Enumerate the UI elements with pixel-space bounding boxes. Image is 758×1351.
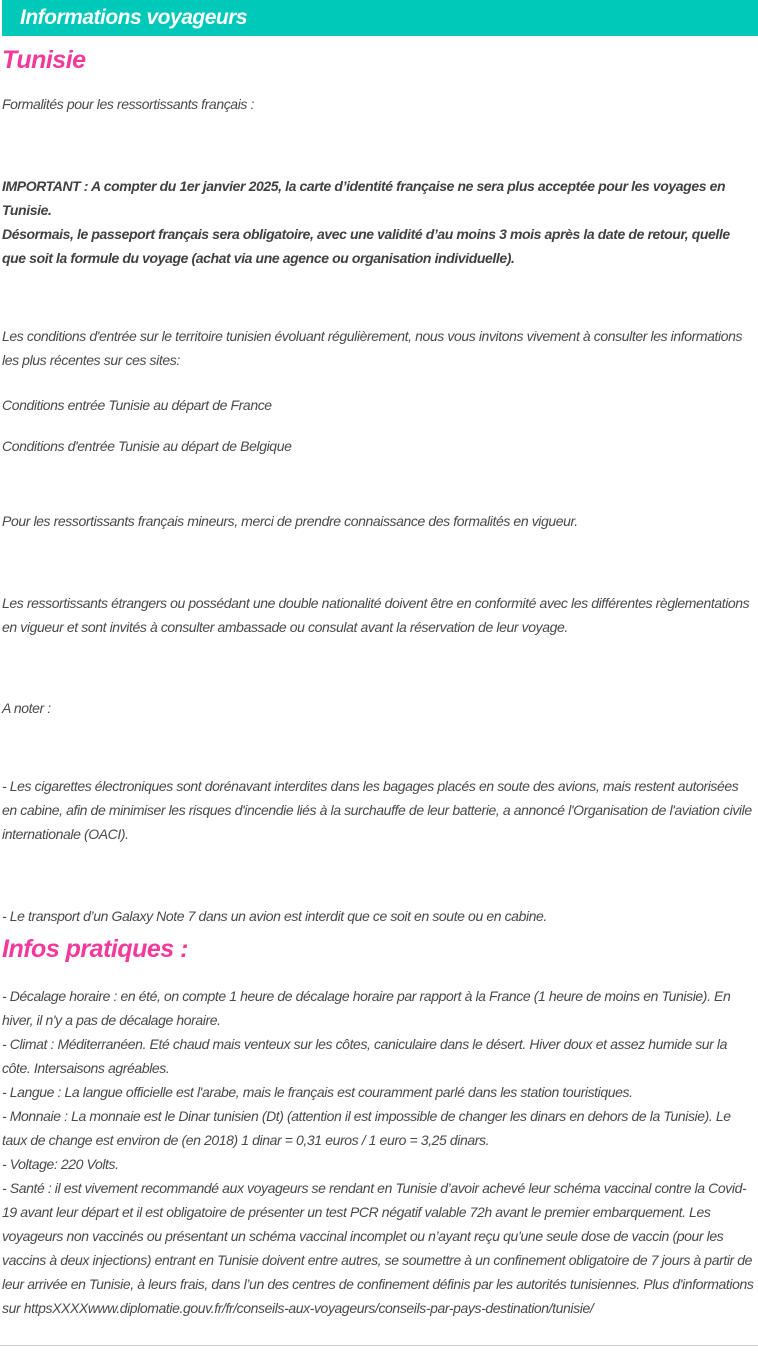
infos-pratiques-heading: Infos pratiques :	[2, 935, 188, 963]
info-item-monnaie: - Monnaie : La monnaie est le Dinar tunisien (Dt) (attention il est impossible de changer les dinars en dehors de la Tunisie). Le taux de change est environ de (en 2018) 1 dinar = 0,31 euros / 1 euro = 3,25 dinars.	[2, 1108, 731, 1148]
link-conditions-france[interactable]: Conditions entrée Tunisie au départ de France	[2, 397, 272, 413]
page-title: Informations voyageurs	[20, 6, 248, 29]
paragraph-link-france	[2, 393, 755, 417]
header-bar	[2, 0, 758, 36]
important-sentence-2: Désormais, le passeport français sera obligatoire, avec une validité d’au moins 3 mois après la date de retour, quelle que soit la formule du voyage (achat via une agence ou organisation individuelle).	[2, 226, 730, 266]
paragraph-galaxy-note7: - Le transport d’un Galaxy Note 7 dans un avion est interdit que ce soit en soute ou en cabine.	[2, 908, 547, 924]
paragraph-infos-pratiques	[2, 984, 755, 1320]
content-body	[2, 92, 755, 1320]
important-sentence-1: IMPORTANT : A compter du 1er janvier 2025, la carte d’identité française ne sera plus acceptée pour les voyages en Tunisie.	[2, 178, 726, 218]
paragraph-a-noter: A noter :	[2, 700, 51, 716]
paragraph-etrangers: Les ressortissants étrangers ou possédant une double nationalité doivent être en conformité avec les différentes règlementations en vigueur et sont invités à consulter ambassade ou consulat avant la réservation de leur voyage.	[2, 595, 750, 635]
paragraph-conditions-intro: Les conditions d'entrée sur le territoire tunisien évoluant régulièrement, nous vous invitons vivement à consulter les informations les plus récentes sur ces sites:	[2, 328, 743, 368]
paragraph-formalites: Formalités pour les ressortissants français :	[2, 96, 254, 112]
paragraph-cigarettes: - Les cigarettes électroniques sont dorénavant interdites dans les bagages placés en soute des avions, mais restent autorisées en cabine, afin de minimiser les risques d'incendie liés à la surchauffe de leur batterie, a annoncé l'Organisation de l'aviation civile internationale (OACI).	[2, 778, 752, 842]
link-conditions-belgique[interactable]: Conditions d'entrée Tunisie au départ de Belgique	[2, 438, 292, 454]
paragraph-link-belgique	[2, 434, 755, 458]
info-item-sante: - Santé : il est vivement recommandé aux voyageurs se rendant en Tunisie d’avoir achevé leur schéma vaccinal contre la Covid-19 avant leur départ et il est obligatoire de présenter un test PCR négatif valable 72h avant le premier embarquement. Les voyageurs non vaccinés ou présentant un schéma vaccinal incomplet ou n’ayant reçu qu’une seule dose de vaccin (pour les vaccins à deux injections) entrant en Tunisie doivent entre autres, se soumettre à un confinement obligatoire de 7 jours à partir de leur arrivée en Tunisie, à leurs frais, dans l’un des centres de confinement définis par les autorités tunisiennes. Plus d'informations sur httpsXXXXwww.diplomatie.gouv.fr/fr/conseils-aux-voyageurs/conseils-par-pays-destination/tunisie/	[2, 1180, 754, 1316]
paragraph-important	[2, 174, 755, 270]
info-item-climat: - Climat : Méditerranéen. Eté chaud mais venteux sur les côtes, caniculaire dans le désert. Hiver doux et assez humide sur la côte. Intersaisons agréables.	[2, 1036, 728, 1076]
country-heading: Tunisie	[2, 46, 86, 74]
info-item-langue: - Langue : La langue officielle est l'arabe, mais le français est couramment parlé dans les station touristiques.	[2, 1084, 633, 1100]
info-item-decalage: - Décalage horaire : en été, on compte 1 heure de décalage horaire par rapport à la France (1 heure de moins en Tunisie). En hiver, il n'y a pas de décalage horaire.	[2, 988, 731, 1028]
info-item-voltage: - Voltage: 220 Volts.	[2, 1156, 119, 1172]
paragraph-mineurs: Pour les ressortissants français mineurs, merci de prendre connaissance des formalités en vigueur.	[2, 513, 578, 529]
